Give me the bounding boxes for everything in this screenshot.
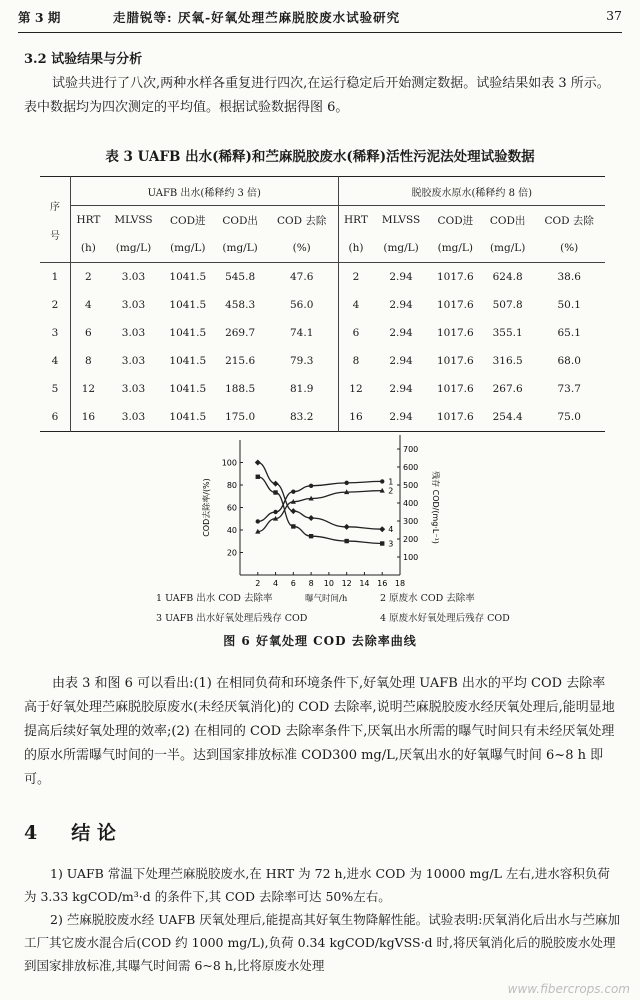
section-heading-3-2: 3.2 试验结果与分析 (24, 52, 143, 67)
data-point (309, 534, 313, 538)
data-point (308, 515, 314, 521)
table-row (40, 375, 605, 403)
running-title: 走腊锐等: 厌氧-好氧处理苎麻脱胶废水试验研究 (113, 10, 401, 25)
data-point (256, 475, 260, 479)
table-cell: 624.8 (492, 271, 523, 283)
series-line-1 (258, 481, 382, 521)
section-3-2-paragraph: 试验共进行了八次,两种水样各重复进行四次,在运行稳定后开始测定数据。试验结果如表 3 所示。表中数据均为四次测定的平均值。根据试验数据得图 6。 (24, 76, 610, 115)
table-cell: 2 (40, 291, 71, 319)
table-cell: 1017.6 (436, 271, 474, 283)
x-tick-label: 4 (273, 579, 279, 588)
group-header-uafb: UAFB 出水(稀释约 3 倍) (71, 177, 339, 206)
column-header: HRT (344, 214, 368, 226)
table-cell: 1017.6 (436, 411, 474, 423)
data-point (273, 490, 277, 494)
table-cell: 355.1 (492, 327, 523, 339)
curve-label-3: 3 (388, 539, 394, 549)
table-cell: 2.94 (389, 411, 413, 423)
y-left-axis-label: COD去除率/(%) (202, 478, 211, 537)
curve-label-1: 1 (388, 477, 394, 487)
table-cell: 1041.5 (169, 299, 207, 311)
y-left-tick-label: 40 (226, 526, 237, 535)
table-cell: 8 (352, 355, 360, 367)
table-row (40, 291, 605, 319)
table-cell: 1041.5 (169, 271, 207, 283)
x-tick-label: 14 (359, 579, 370, 588)
table-cell: 3 (40, 319, 71, 347)
table-cell: 5 (40, 375, 71, 403)
table-cell: 1017.6 (436, 299, 474, 311)
table-cell: 73.7 (557, 383, 581, 395)
table-cell: 12 (81, 383, 96, 395)
column-header: COD进 (169, 214, 206, 227)
table-cell: 458.3 (225, 299, 256, 311)
index-header: 序 号 (40, 177, 71, 263)
column-unit: (%) (533, 234, 605, 263)
x-tick-label: 12 (341, 579, 352, 588)
y-right-tick-label: 500 (403, 481, 419, 490)
column-header: HRT (76, 214, 101, 226)
table-cell: 79.3 (266, 347, 338, 375)
table-cell: 3.03 (121, 383, 146, 395)
column-unit: (mg/L) (373, 234, 428, 263)
table-cell: 254.4 (492, 411, 523, 423)
table-cell: 1 (40, 263, 71, 292)
data-table (40, 176, 605, 432)
table-cell: 65.1 (557, 327, 581, 339)
x-tick-label: 2 (255, 579, 261, 588)
table-cell: 81.9 (266, 375, 338, 403)
table-cell: 68.0 (557, 355, 581, 367)
legend-item-4: 4 原废水好氧处理后残存 COD (380, 613, 510, 624)
table-cell: 2.94 (389, 271, 413, 283)
column-unit: (mg/L) (429, 234, 482, 263)
data-point (290, 508, 296, 514)
table-cell: 6 (352, 327, 360, 339)
table-cell: 2.94 (389, 299, 413, 311)
table-cell: 74.1 (266, 319, 338, 347)
data-point (309, 484, 313, 488)
section-heading-4 (24, 818, 150, 845)
table-cell: 50.1 (557, 299, 581, 311)
column-header: MLVSS (381, 214, 421, 226)
data-point (344, 481, 348, 485)
group-header-raw: 脱胶废水原水(稀释约 8 倍) (411, 187, 533, 199)
legend-item-3: 3 UAFB 出水好氧处理后残存 COD (156, 613, 308, 624)
column-header: COD出 (489, 214, 526, 227)
y-right-tick-label: 700 (403, 445, 419, 454)
table-row (40, 319, 605, 347)
table-cell: 8 (85, 355, 92, 367)
column-header: COD进 (437, 214, 474, 227)
column-unit: (mg/L) (106, 234, 161, 263)
table-cell: 6 (40, 403, 71, 432)
y-right-tick-label: 400 (403, 499, 419, 508)
conclusion-item-1: 1) UAFB 常温下处理苎麻脱胶废水,在 HRT 为 72 h,进水 COD 为 10000 mg/L 左右,进水容积负荷为 3.33 kgCOD/m³·d 的条件下,其 COD 去除率可达 50%左右。 (24, 866, 610, 904)
x-tick-label: 8 (308, 579, 314, 588)
table-cell: 75.0 (557, 411, 581, 423)
table-cell: 12 (349, 383, 363, 395)
column-unit: (mg/L) (482, 234, 533, 263)
column-header: COD 去除 (266, 206, 338, 235)
data-point (344, 539, 348, 543)
table-cell: 175.0 (225, 411, 256, 423)
table-cell: 215.6 (225, 355, 256, 367)
y-right-axis-label: 残存 COD/(mg·L⁻¹) (431, 471, 440, 544)
page-number: 37 (606, 8, 622, 23)
table-caption: 表 3 UAFB 出水(稀释)和苎麻脱胶废水(稀释)活性污泥法处理试验数据 (105, 149, 535, 165)
figure-caption: 图 6 好氧处理 COD 去除率曲线 (223, 634, 417, 648)
x-tick-label: 6 (290, 579, 296, 588)
table-cell: 1041.5 (169, 411, 207, 423)
issue-number: 第 3 期 (18, 10, 61, 25)
data-point (380, 541, 384, 545)
analysis-paragraph: 由表 3 和图 6 可以看出:(1) 在相同负荷和环境条件下,好氧处理 UAFB 出水的平均 COD 去除率高于好氧处理苎麻脱胶原废水(未经厌氧消化)的 COD 去除率,说明苎麻脱胶废水经厌氧处理后,能明显地提高后续好氧处理的效率;(2) 在相同的 COD 去除率条件下,厌氧出水所需的曝气时间只有未经厌氧处理的原水所需曝气时间的一半。达到国家排放标准 COD300 mg/L,厌氧出水的好氧曝气时间 6~8 h 即可。 (24, 676, 615, 787)
data-point (379, 526, 385, 532)
table-cell: 56.0 (266, 291, 338, 319)
table-cell: 38.6 (557, 271, 581, 283)
y-left-tick-label: 80 (226, 481, 237, 490)
table-cell: 1017.6 (436, 327, 474, 339)
table-cell: 1017.6 (436, 355, 474, 367)
table-cell: 316.5 (492, 355, 523, 367)
table-row (40, 263, 605, 292)
data-point (255, 460, 261, 466)
chart-svg (195, 425, 445, 605)
column-unit: (h) (71, 234, 106, 263)
table-cell: 2 (352, 271, 360, 283)
table-cell: 1041.5 (169, 327, 207, 339)
table-cell: 188.5 (225, 383, 256, 395)
data-point (291, 489, 295, 493)
y-right-tick-label: 100 (403, 553, 419, 562)
section-4-number: 4 (24, 822, 38, 844)
data-point (380, 479, 384, 483)
table-cell: 3.03 (121, 299, 146, 311)
column-unit: (mg/L) (161, 234, 214, 263)
table-cell: 16 (349, 411, 363, 423)
column-unit: (%) (266, 234, 338, 263)
table-cell: 2.94 (389, 383, 413, 395)
legend-item-1: 1 UAFB 出水 COD 去除率 (156, 593, 273, 604)
x-tick-label: 18 (394, 579, 406, 588)
data-point (291, 524, 295, 528)
table-row (40, 347, 605, 375)
table-cell: 3.03 (121, 271, 146, 283)
table-cell: 6 (85, 327, 92, 339)
y-right-tick-label: 300 (403, 517, 419, 526)
x-tick-label: 10 (323, 579, 334, 588)
y-right-tick-label: 600 (403, 463, 419, 472)
table-cell: 507.8 (492, 299, 523, 311)
curve-label-4: 4 (388, 525, 394, 535)
data-point (344, 524, 350, 530)
column-unit: (mg/L) (214, 234, 265, 263)
table-cell: 83.2 (266, 403, 338, 432)
conclusion-item-2: 2) 苎麻脱胶废水经 UAFB 厌氧处理后,能提高其好氧生物降解性能。试验表明:厌氧消化后出水与苎麻加工厂其它废水混合后(COD 约 1000 mg/L),负荷 0.34 kgCOD/kgVSS·d 时,将厌氧消化后的脱胶废水处理到国家排放标准,其曝气时间需 6~8 h,比将原废水处理 (24, 912, 620, 973)
data-point (273, 481, 279, 487)
table-cell: 4 (40, 347, 71, 375)
data-point (256, 519, 260, 523)
watermark: www.fibercrops.com (507, 982, 630, 996)
table-cell: 2 (85, 271, 92, 283)
table-cell: 3.03 (121, 355, 146, 367)
table-cell: 1017.6 (436, 383, 474, 395)
x-axis-label: 曝气时间/h (305, 594, 348, 604)
table-cell: 1041.5 (169, 355, 207, 367)
column-unit: (h) (338, 234, 373, 263)
column-header: MLVSS (114, 214, 153, 226)
figure-6-chart (195, 425, 445, 609)
column-header: COD出 (222, 214, 258, 227)
header-rule (18, 32, 622, 33)
table-cell: 16 (81, 411, 96, 423)
page-header (18, 8, 622, 28)
curve-label-2: 2 (388, 486, 394, 496)
table-cell: 2.94 (389, 327, 413, 339)
data-point (273, 510, 277, 514)
table-cell: 267.6 (492, 383, 523, 395)
y-left-tick-label: 100 (221, 458, 237, 468)
table-cell: 269.7 (225, 327, 256, 339)
section-4-title: 结 论 (71, 822, 116, 844)
table-cell: 3.03 (121, 327, 146, 339)
x-tick-label: 16 (377, 579, 388, 588)
y-left-tick-label: 60 (226, 503, 237, 513)
column-header: COD 去除 (544, 214, 594, 227)
table-cell: 2.94 (389, 355, 413, 367)
table-cell: 3.03 (121, 411, 146, 423)
table-cell: 4 (85, 299, 92, 311)
table-cell: 4 (352, 299, 360, 311)
y-left-tick-label: 20 (226, 548, 237, 558)
table-cell: 545.8 (225, 271, 256, 283)
table-cell: 47.6 (266, 263, 338, 292)
y-right-tick-label: 200 (403, 535, 419, 544)
table-cell: 1041.5 (169, 383, 207, 395)
legend-item-2: 2 原废水 COD 去除率 (380, 593, 475, 604)
